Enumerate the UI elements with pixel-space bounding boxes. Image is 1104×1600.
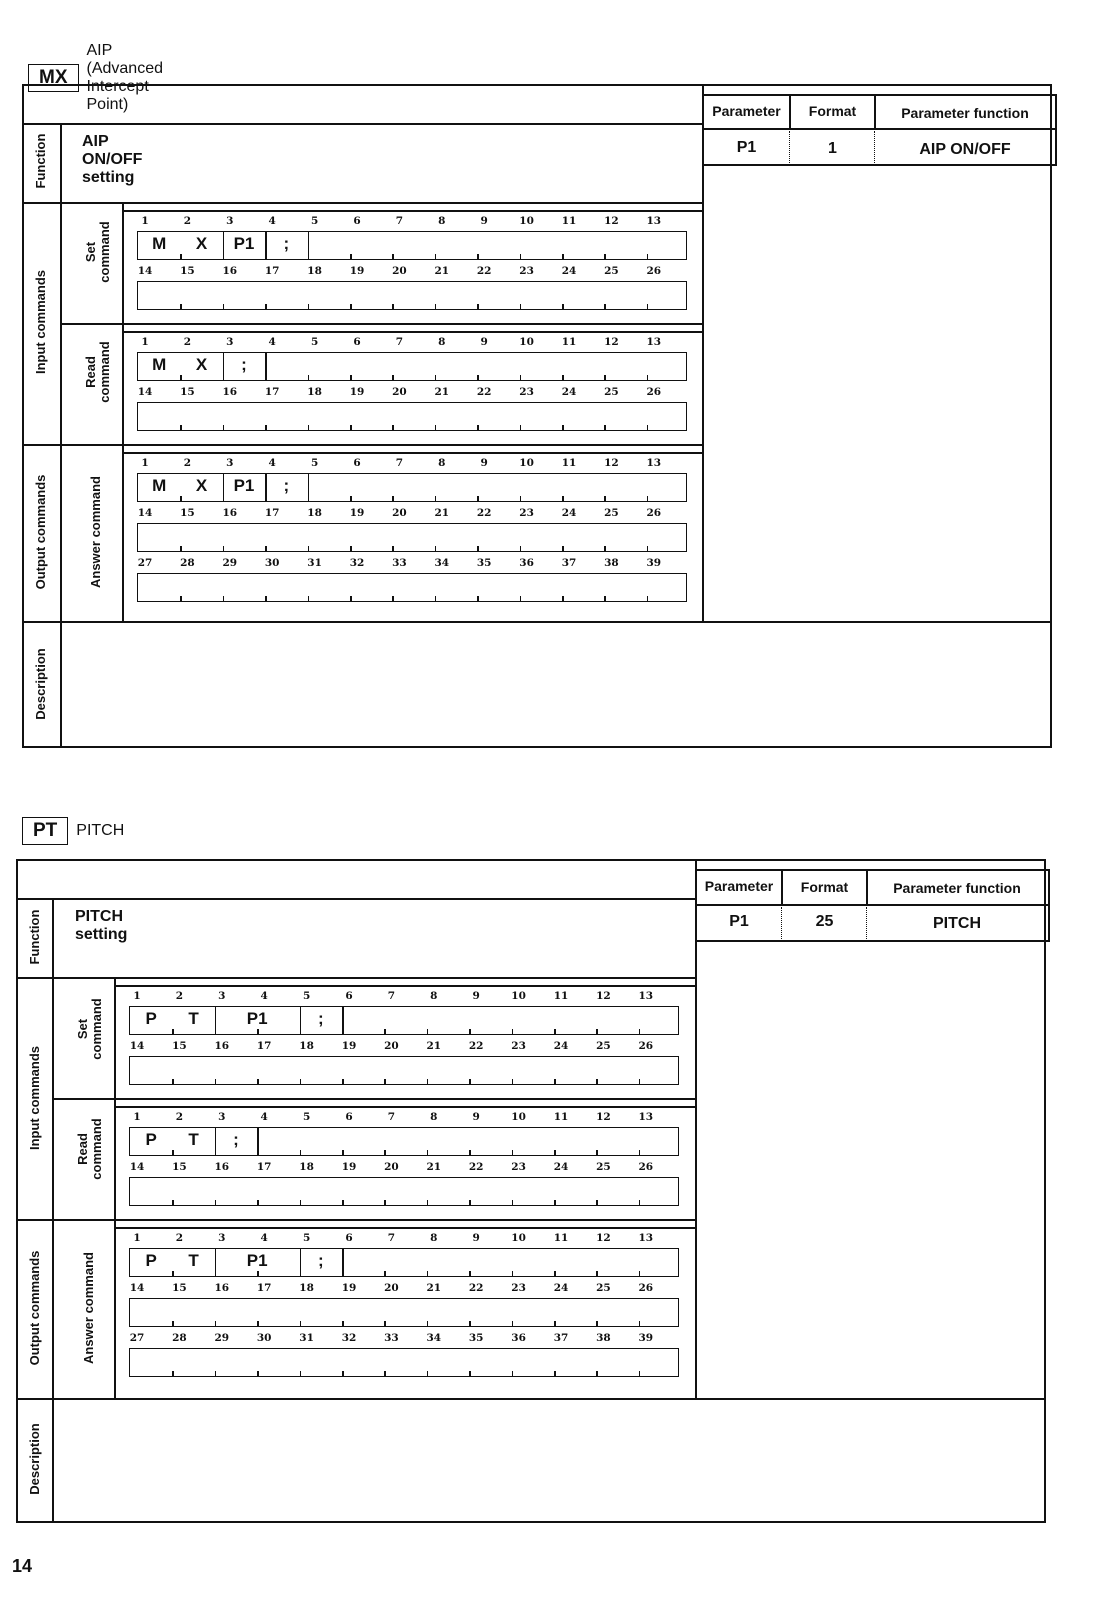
char-position-index: 3 <box>226 336 234 348</box>
char-position-index: 19 <box>349 507 365 519</box>
char-position-index: 17 <box>264 386 280 398</box>
char-position-index: 30 <box>264 557 280 569</box>
char-position-index: 34 <box>434 557 450 569</box>
char-position-index: 18 <box>299 1161 314 1173</box>
command-char: ; <box>317 1009 324 1028</box>
char-position-index: 34 <box>426 1332 442 1344</box>
char-position-index: 15 <box>172 1282 187 1294</box>
char-position-index: 14 <box>129 1040 145 1052</box>
char-position-index: 31 <box>307 557 322 569</box>
char-position-index: 6 <box>353 336 361 348</box>
command-char-box <box>137 523 687 552</box>
char-position-index: 8 <box>430 990 438 1002</box>
char-position-index: 3 <box>226 457 234 469</box>
char-position-index: 36 <box>519 557 534 569</box>
char-position-index: 17 <box>256 1040 272 1052</box>
char-position-index: 5 <box>310 457 319 469</box>
char-position-index: 15 <box>180 507 195 519</box>
char-position-index: 21 <box>426 1282 442 1294</box>
char-position-index: 26 <box>646 386 662 398</box>
row-label-function: Function <box>27 909 42 965</box>
char-position-index: 39 <box>638 1332 654 1344</box>
char-position-index: 9 <box>480 457 488 469</box>
command-char-box <box>137 473 687 502</box>
char-position-index: 8 <box>430 1111 438 1123</box>
char-position-index: 4 <box>268 457 276 469</box>
char-position-index: 15 <box>180 265 195 277</box>
char-position-index: 13 <box>638 990 654 1002</box>
char-position-index: 11 <box>561 457 577 469</box>
command-char: P <box>145 1251 157 1270</box>
char-position-index: 3 <box>218 1111 226 1123</box>
char-position-index: 5 <box>302 1232 311 1244</box>
command-char: P1 <box>246 1251 268 1270</box>
char-position-index: 15 <box>172 1161 187 1173</box>
char-position-index: 1 <box>141 215 149 227</box>
char-position-index: 3 <box>226 215 234 227</box>
char-position-index: 5 <box>302 990 311 1002</box>
char-position-index: 19 <box>341 1040 357 1052</box>
row-label-input-commands: Input commands <box>33 270 48 375</box>
command-char: T <box>188 1251 199 1270</box>
param-format: 1 <box>828 140 837 157</box>
header-format: Format <box>800 879 849 895</box>
command-char: X <box>195 234 208 253</box>
char-position-index: 16 <box>222 507 238 519</box>
char-position-index: 27 <box>129 1332 145 1344</box>
char-position-index: 1 <box>133 990 141 1002</box>
char-position-index: 11 <box>561 336 577 348</box>
char-position-index: 24 <box>561 265 577 277</box>
row-label-read-command: Read command <box>83 341 112 403</box>
char-position-index: 14 <box>129 1282 145 1294</box>
char-position-index: 4 <box>260 1232 268 1244</box>
command-char-box <box>129 1348 679 1377</box>
command-char: X <box>195 355 208 374</box>
row-label-description: Description <box>33 648 48 720</box>
char-position-index: 10 <box>519 215 534 227</box>
char-position-index: 32 <box>349 557 365 569</box>
command-code-badge: MX <box>28 64 79 92</box>
char-position-index: 3 <box>218 990 226 1002</box>
char-position-index: 24 <box>561 507 577 519</box>
char-position-index: 17 <box>256 1282 272 1294</box>
char-position-index: 17 <box>264 265 280 277</box>
command-code-badge: PT <box>22 817 68 845</box>
char-position-index: 32 <box>341 1332 357 1344</box>
char-position-index: 21 <box>434 386 450 398</box>
char-position-index: 8 <box>438 457 446 469</box>
command-char: P <box>145 1130 157 1149</box>
char-position-index: 33 <box>392 557 407 569</box>
row-label-read-command: Read command <box>75 1118 104 1180</box>
char-position-index: 21 <box>434 507 450 519</box>
row-label-output-commands: Output commands <box>27 1250 42 1366</box>
command-char-box <box>129 1006 679 1035</box>
char-position-index: 15 <box>180 386 195 398</box>
row-label-description: Description <box>27 1423 42 1495</box>
char-position-index: 26 <box>646 265 662 277</box>
char-position-index: 14 <box>129 1161 145 1173</box>
char-position-index: 19 <box>341 1161 357 1173</box>
char-position-index: 7 <box>387 1111 396 1123</box>
char-position-index: 25 <box>596 1161 611 1173</box>
char-position-index: 4 <box>260 990 268 1002</box>
char-position-index: 37 <box>561 557 577 569</box>
command-char: P1 <box>233 476 255 495</box>
header-parameter-function: Parameter function <box>901 105 1029 121</box>
char-position-index: 23 <box>511 1040 526 1052</box>
char-position-index: 7 <box>387 990 396 1002</box>
command-char: ; <box>283 476 290 495</box>
char-position-index: 11 <box>553 1111 569 1123</box>
char-position-index: 13 <box>646 215 662 227</box>
command-char-box <box>129 1298 679 1327</box>
char-position-index: 13 <box>638 1111 654 1123</box>
command-char: M <box>152 355 167 374</box>
char-position-index: 14 <box>137 507 153 519</box>
char-position-index: 33 <box>384 1332 399 1344</box>
command-char: X <box>195 476 208 495</box>
char-position-index: 23 <box>519 265 534 277</box>
char-position-index: 16 <box>222 265 238 277</box>
char-position-index: 26 <box>638 1040 654 1052</box>
command-char-box <box>129 1056 679 1085</box>
char-position-index: 12 <box>604 215 619 227</box>
section-title <box>22 817 124 845</box>
command-char-box <box>137 573 687 602</box>
char-position-index: 38 <box>596 1332 611 1344</box>
char-position-index: 19 <box>349 386 365 398</box>
char-position-index: 26 <box>646 507 662 519</box>
char-position-index: 21 <box>426 1040 442 1052</box>
char-position-index: 8 <box>430 1232 438 1244</box>
char-position-index: 18 <box>299 1040 314 1052</box>
command-char-box <box>137 352 687 381</box>
char-position-index: 12 <box>604 457 619 469</box>
char-position-index: 29 <box>222 557 238 569</box>
command-char: P <box>145 1009 157 1028</box>
char-position-index: 6 <box>353 215 361 227</box>
row-label-input-commands: Input commands <box>27 1046 42 1151</box>
char-position-index: 20 <box>392 507 407 519</box>
header-format: Format <box>808 103 857 119</box>
char-position-index: 30 <box>256 1332 272 1344</box>
char-position-index: 9 <box>480 215 488 227</box>
command-char: ; <box>283 234 290 253</box>
char-position-index: 21 <box>426 1161 442 1173</box>
char-position-index: 24 <box>553 1282 569 1294</box>
char-position-index: 9 <box>472 990 480 1002</box>
char-position-index: 9 <box>472 1232 480 1244</box>
char-position-index: 2 <box>175 990 184 1002</box>
command-char: M <box>152 476 167 495</box>
char-position-index: 22 <box>476 386 492 398</box>
char-position-index: 22 <box>476 507 492 519</box>
char-position-index: 7 <box>395 336 404 348</box>
command-char: ; <box>233 1130 239 1149</box>
char-position-index: 11 <box>553 1232 569 1244</box>
row-label-output-commands: Output commands <box>33 474 48 590</box>
char-position-index: 15 <box>172 1040 187 1052</box>
param-name: P1 <box>729 913 749 930</box>
char-position-index: 16 <box>214 1040 230 1052</box>
char-position-index: 19 <box>349 265 365 277</box>
command-char: P1 <box>246 1009 268 1028</box>
command-char: T <box>188 1130 199 1149</box>
char-position-index: 4 <box>260 1111 268 1123</box>
char-position-index: 26 <box>638 1161 654 1173</box>
command-char-box <box>129 1177 679 1206</box>
char-position-index: 8 <box>438 215 446 227</box>
param-function: PITCH <box>933 915 981 932</box>
char-position-index: 20 <box>392 265 407 277</box>
char-position-index: 4 <box>268 336 276 348</box>
char-position-index: 10 <box>519 457 534 469</box>
char-position-index: 18 <box>299 1282 314 1294</box>
char-position-index: 18 <box>307 386 322 398</box>
char-position-index: 1 <box>133 1111 141 1123</box>
char-position-index: 12 <box>596 1111 611 1123</box>
command-title: AIP (Advanced Intercept Point) <box>86 42 163 113</box>
char-position-index: 13 <box>646 457 662 469</box>
function-text: AIP ON/OFF setting <box>82 133 143 186</box>
char-position-index: 5 <box>310 215 319 227</box>
command-char-box <box>129 1127 679 1156</box>
command-char-box <box>137 281 687 310</box>
char-position-index: 5 <box>310 336 319 348</box>
char-position-index: 1 <box>141 336 149 348</box>
char-position-index: 20 <box>392 386 407 398</box>
char-position-index: 23 <box>511 1282 526 1294</box>
char-position-index: 12 <box>596 1232 611 1244</box>
char-position-index: 20 <box>384 1040 399 1052</box>
char-position-index: 26 <box>638 1282 654 1294</box>
char-position-index: 18 <box>307 265 322 277</box>
header-parameter-function: Parameter function <box>893 880 1021 896</box>
char-position-index: 29 <box>214 1332 230 1344</box>
command-char-box <box>137 402 687 431</box>
char-position-index: 23 <box>511 1161 526 1173</box>
char-position-index: 28 <box>180 557 195 569</box>
char-position-index: 13 <box>638 1232 654 1244</box>
header-parameter: Parameter <box>704 878 774 894</box>
char-position-index: 12 <box>596 990 611 1002</box>
char-position-index: 17 <box>264 507 280 519</box>
char-position-index: 35 <box>468 1332 484 1344</box>
char-position-index: 10 <box>511 1232 526 1244</box>
header-parameter: Parameter <box>712 103 781 119</box>
char-position-index: 18 <box>307 507 322 519</box>
char-position-index: 7 <box>387 1232 396 1244</box>
char-position-index: 5 <box>302 1111 311 1123</box>
char-position-index: 10 <box>511 990 526 1002</box>
command-char: M <box>152 234 167 253</box>
char-position-index: 16 <box>214 1161 230 1173</box>
char-position-index: 24 <box>553 1161 569 1173</box>
row-label-answer-command: Answer command <box>81 1252 96 1364</box>
char-position-index: 19 <box>341 1282 357 1294</box>
command-char-box <box>129 1248 679 1277</box>
char-position-index: 1 <box>133 1232 141 1244</box>
command-char: P1 <box>233 234 255 253</box>
char-position-index: 9 <box>472 1111 480 1123</box>
row-label-set-command: Set command <box>75 998 104 1060</box>
char-position-index: 25 <box>604 386 619 398</box>
char-position-index: 9 <box>480 336 488 348</box>
char-position-index: 7 <box>395 215 404 227</box>
row-label-set-command: Set command <box>83 221 112 283</box>
command-char-box <box>137 231 687 260</box>
char-position-index: 17 <box>256 1161 272 1173</box>
char-position-index: 23 <box>519 386 534 398</box>
char-position-index: 25 <box>604 265 619 277</box>
char-position-index: 10 <box>519 336 534 348</box>
char-position-index: 22 <box>476 265 492 277</box>
char-position-index: 12 <box>604 336 619 348</box>
char-position-index: 6 <box>345 1232 353 1244</box>
char-position-index: 31 <box>299 1332 314 1344</box>
param-format: 25 <box>815 913 834 930</box>
row-label-function: Function <box>33 133 48 189</box>
char-position-index: 8 <box>438 336 446 348</box>
char-position-index: 24 <box>561 386 577 398</box>
command-char: ; <box>317 1251 324 1270</box>
param-name: P1 <box>736 139 757 156</box>
char-position-index: 3 <box>218 1232 226 1244</box>
command-title: PITCH <box>76 822 125 839</box>
row-label-answer-command: Answer command <box>88 476 103 588</box>
char-position-index: 25 <box>604 507 619 519</box>
char-position-index: 13 <box>646 336 662 348</box>
char-position-index: 24 <box>553 1040 569 1052</box>
char-position-index: 2 <box>183 457 192 469</box>
char-position-index: 38 <box>604 557 619 569</box>
param-function: AIP ON/OFF <box>919 141 1011 158</box>
char-position-index: 10 <box>511 1111 526 1123</box>
char-position-index: 11 <box>553 990 569 1002</box>
char-position-index: 11 <box>561 215 577 227</box>
command-char: T <box>188 1009 199 1028</box>
function-text: PITCH setting <box>75 908 128 943</box>
char-position-index: 25 <box>596 1040 611 1052</box>
char-position-index: 14 <box>137 386 153 398</box>
char-position-index: 22 <box>468 1282 484 1294</box>
char-position-index: 2 <box>175 1232 184 1244</box>
char-position-index: 6 <box>345 1111 353 1123</box>
char-position-index: 6 <box>353 457 361 469</box>
char-position-index: 23 <box>519 507 534 519</box>
char-position-index: 6 <box>345 990 353 1002</box>
char-position-index: 27 <box>137 557 153 569</box>
char-position-index: 28 <box>172 1332 187 1344</box>
char-position-index: 1 <box>141 457 149 469</box>
char-position-index: 35 <box>476 557 492 569</box>
char-position-index: 25 <box>596 1282 611 1294</box>
char-position-index: 39 <box>646 557 662 569</box>
char-position-index: 36 <box>511 1332 526 1344</box>
char-position-index: 20 <box>384 1282 399 1294</box>
page-number: 14 <box>12 1556 33 1576</box>
char-position-index: 2 <box>183 215 192 227</box>
char-position-index: 22 <box>468 1161 484 1173</box>
char-position-index: 14 <box>137 265 153 277</box>
char-position-index: 2 <box>183 336 192 348</box>
char-position-index: 20 <box>384 1161 399 1173</box>
char-position-index: 37 <box>553 1332 569 1344</box>
char-position-index: 4 <box>268 215 276 227</box>
command-char: ; <box>241 355 247 374</box>
char-position-index: 7 <box>395 457 404 469</box>
char-position-index: 2 <box>175 1111 184 1123</box>
char-position-index: 21 <box>434 265 450 277</box>
char-position-index: 16 <box>222 386 238 398</box>
char-position-index: 16 <box>214 1282 230 1294</box>
char-position-index: 22 <box>468 1040 484 1052</box>
